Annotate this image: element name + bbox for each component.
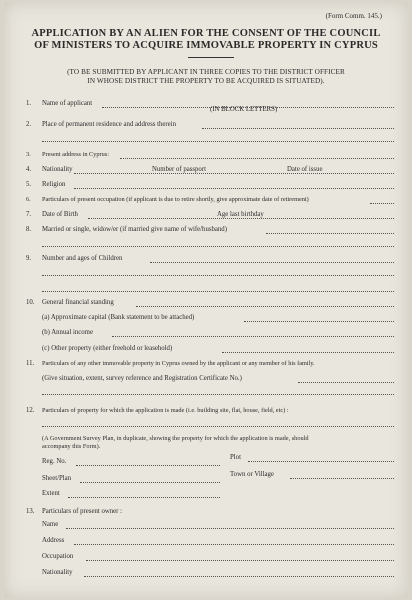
item-9-row [4,255,408,265]
item-11-row [4,360,408,370]
item-5-row [4,181,408,191]
survey-plan-note-2: accompany this Form). [42,443,101,450]
residence-field[interactable] [202,128,394,129]
town-village-label: Town or Village [230,471,274,478]
item-number: 11. [26,360,35,367]
item-6-row [4,196,408,206]
form-sheet [4,2,408,598]
item-10c-row [4,345,408,355]
item-1-row [4,100,408,110]
other-property-field[interactable] [222,352,394,353]
owner-occupation-row [4,553,408,563]
item-number: 6. [26,196,31,203]
item-number: 4. [26,166,32,173]
financial-standing-field[interactable] [136,306,394,307]
title-rule [188,57,234,58]
item-number: 7. [26,211,32,218]
annual-income-field[interactable] [112,336,394,337]
capital-label: (a) Approximate capital (Bank statement to be attached) [42,314,195,321]
item-4-fields[interactable] [74,173,394,174]
reg-no-label: Reg. No. [42,458,67,465]
children-field[interactable] [150,262,394,263]
item-7-row [4,211,408,221]
owner-name-row [4,521,408,531]
residence-label: Place of permanent residence and address therein [42,121,176,128]
owner-occupation-label: Occupation [42,553,74,560]
reg-plot-row [4,454,408,468]
applicant-name-label: Name of applicant [42,100,93,107]
marital-status-field[interactable] [266,233,394,234]
other-immovable-property-label: Particulars of any other immovable property in Cyprus owned by the applicant or any member of his family. [42,360,315,367]
owner-nationality-field[interactable] [84,576,394,577]
application-property-label: Particulars of property for which the application is made (i.e. building site, flat, house, field, etc) : [42,407,289,414]
plot-field[interactable] [248,461,394,462]
item-8-row [4,226,408,236]
item-3-row [4,151,408,161]
form-title [4,28,408,52]
children-label: Number and ages of Children [42,255,123,262]
owner-address-field[interactable] [74,544,394,545]
extent-label: Extent [42,490,60,497]
item-10b-row [4,329,408,339]
item-number: 9. [26,255,32,262]
date-of-issue-label: Date of issue [287,166,323,173]
owner-occupation-field[interactable] [86,560,394,561]
item-10a-row [4,314,408,324]
title-line-2: OF MINISTERS TO ACQUIRE IMMOVABLE PROPERTY IN CYPRUS [34,40,378,51]
religion-field[interactable] [74,188,394,189]
item-13-row [4,508,408,518]
children-field-line-2[interactable] [42,275,394,276]
title-line-1: APPLICATION BY AN ALIEN FOR THE CONSENT OF THE COUNCIL [31,28,381,39]
item-number: 5. [26,181,32,188]
town-village-field[interactable] [290,478,394,479]
item-11b-row [4,375,408,385]
survey-reference-field[interactable] [298,382,394,383]
instructions-line-2: IN WHOSE DISTRICT THE PROPERTY TO BE ACQUIRED IS SITUATED). [87,77,325,85]
extent-field[interactable] [68,497,220,498]
reg-no-field[interactable] [76,465,220,466]
occupation-field[interactable] [370,203,394,204]
financial-standing-label: General financial standing [42,299,114,306]
passport-number-label: Number of passport [152,166,206,173]
nationality-label: Nationality [42,166,73,173]
sheet-plan-field[interactable] [80,482,220,483]
date-of-birth-label: Date of Birth [42,211,78,218]
owner-address-row [4,537,408,547]
present-owner-label: Particulars of present owner : [42,508,123,515]
age-label: Age last birthday [217,211,264,218]
survey-reference-field-line-2[interactable] [42,394,394,395]
item-4-row [4,166,408,176]
item-10-row [4,299,408,309]
sheet-plan-label: Sheet/Plan [42,475,72,482]
owner-nationality-row [4,569,408,579]
item-number: 2. [26,121,32,128]
item-number: 12. [26,407,35,414]
survey-plan-note-1: (A Government Survey Plan, in duplicate, showing the property for which the application is made, should [42,435,309,442]
plot-label: Plot [230,454,241,461]
occupation-label: Particulars of present occupation (if applicant is due to retire shortly, give approximate date of retirement) [42,196,309,203]
marital-status-label: Married or single, widow/er (if married give name of wife/husband) [42,226,227,233]
instructions-line-1: (TO BE SUBMITTED BY APPLICANT IN THREE COPIES TO THE DISTRICT OFFICER [67,68,345,76]
sheet-town-row [4,471,408,485]
owner-nationality-label: Nationality [42,569,73,576]
item-number: 8. [26,226,32,233]
item-number: 13. [26,508,35,515]
item-number: 3. [26,151,31,158]
religion-label: Religion [42,181,66,188]
form-number: (Form Comm. 145.) [325,12,382,20]
capital-field[interactable] [244,321,394,322]
owner-name-label: Name [42,521,59,528]
marital-status-field-line-2[interactable] [42,246,394,247]
residence-field-line-2[interactable] [42,141,394,142]
application-property-field[interactable] [42,426,394,427]
item-7-fields[interactable] [88,218,394,219]
extent-row [4,490,408,500]
item-12-row [4,407,408,417]
owner-address-label: Address [42,537,65,544]
block-letters-note: (IN BLOCK LETTERS) [210,106,278,113]
present-address-field[interactable] [120,158,394,159]
present-address-label: Present address in Cyprus: [42,151,109,158]
owner-name-field[interactable] [66,528,394,529]
submission-instructions [4,68,408,86]
children-field-line-3[interactable] [42,291,394,292]
other-property-label: (c) Other property (either freehold or leasehold) [42,345,173,352]
item-number: 1. [26,100,32,107]
item-number: 10. [26,299,35,306]
annual-income-label: (b) Annual income [42,329,93,336]
item-2-row [4,121,408,131]
survey-reference-label: (Give situation, extent, survey reference and Registration Certificate No.) [42,375,242,382]
